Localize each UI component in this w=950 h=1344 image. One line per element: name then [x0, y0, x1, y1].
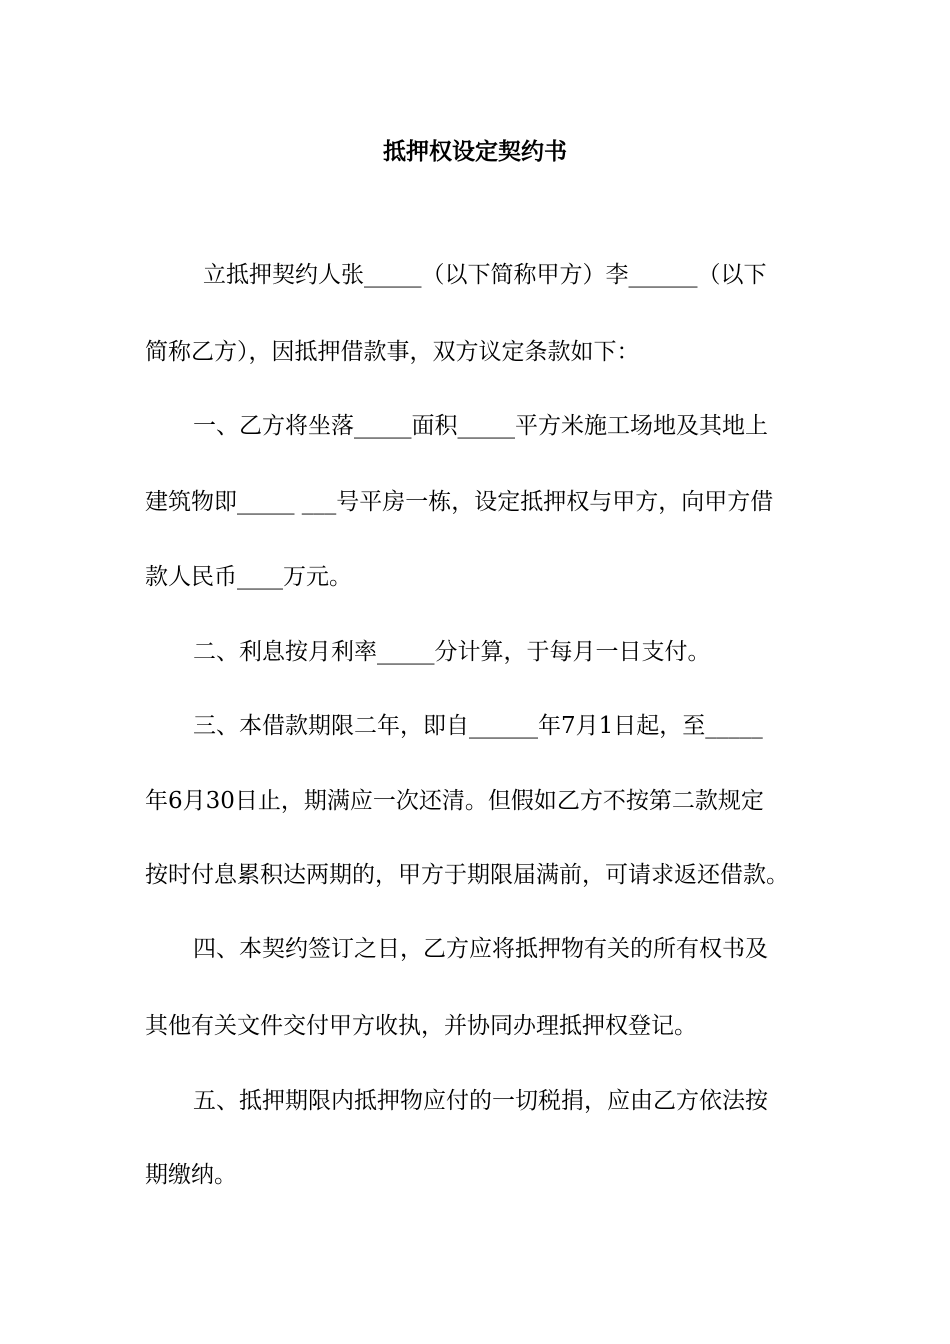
clause-3-line-2: 年6月30日止，期满应一次还清。但假如乙方不按第二款规定 — [145, 788, 764, 814]
clause-5-line-1: 五、抵押期限内抵押物应付的一切税捐，应由乙方依法按 — [193, 1088, 768, 1114]
preamble-line-1: 立抵押契约人张_____（以下简称甲方）李______（以下 — [203, 262, 767, 288]
clause-4-line-1: 四、本契约签订之日，乙方应将抵押物有关的所有权书及 — [193, 936, 768, 962]
clause-1-line-2: 建筑物即_____ ___号平房一栋，设定抵押权与甲方，向甲方借 — [145, 489, 774, 515]
document-title: 抵押权设定契约书 — [383, 138, 567, 165]
clause-2-line-1: 二、利息按月利率_____分计算，于每月一日支付。 — [193, 639, 711, 665]
clause-5-line-2: 期缴纳。 — [145, 1162, 237, 1188]
clause-1-line-3: 款人民币____万元。 — [145, 564, 352, 590]
clause-4-line-2: 其他有关文件交付甲方收执，并协同办理抵押权登记。 — [145, 1013, 697, 1039]
preamble-line-2: 简称乙方），因抵押借款事，双方议定条款如下： — [145, 339, 640, 365]
clause-3-line-1: 三、本借款期限二年，即自______年7月1日起，至_____ — [193, 713, 763, 739]
clause-1-line-1: 一、乙方将坐落_____面积_____平方米施工场地及其地上 — [193, 413, 768, 439]
clause-3-line-3: 按时付息累积达两期的，甲方于期限届满前，可请求返还借款。 — [145, 862, 789, 888]
